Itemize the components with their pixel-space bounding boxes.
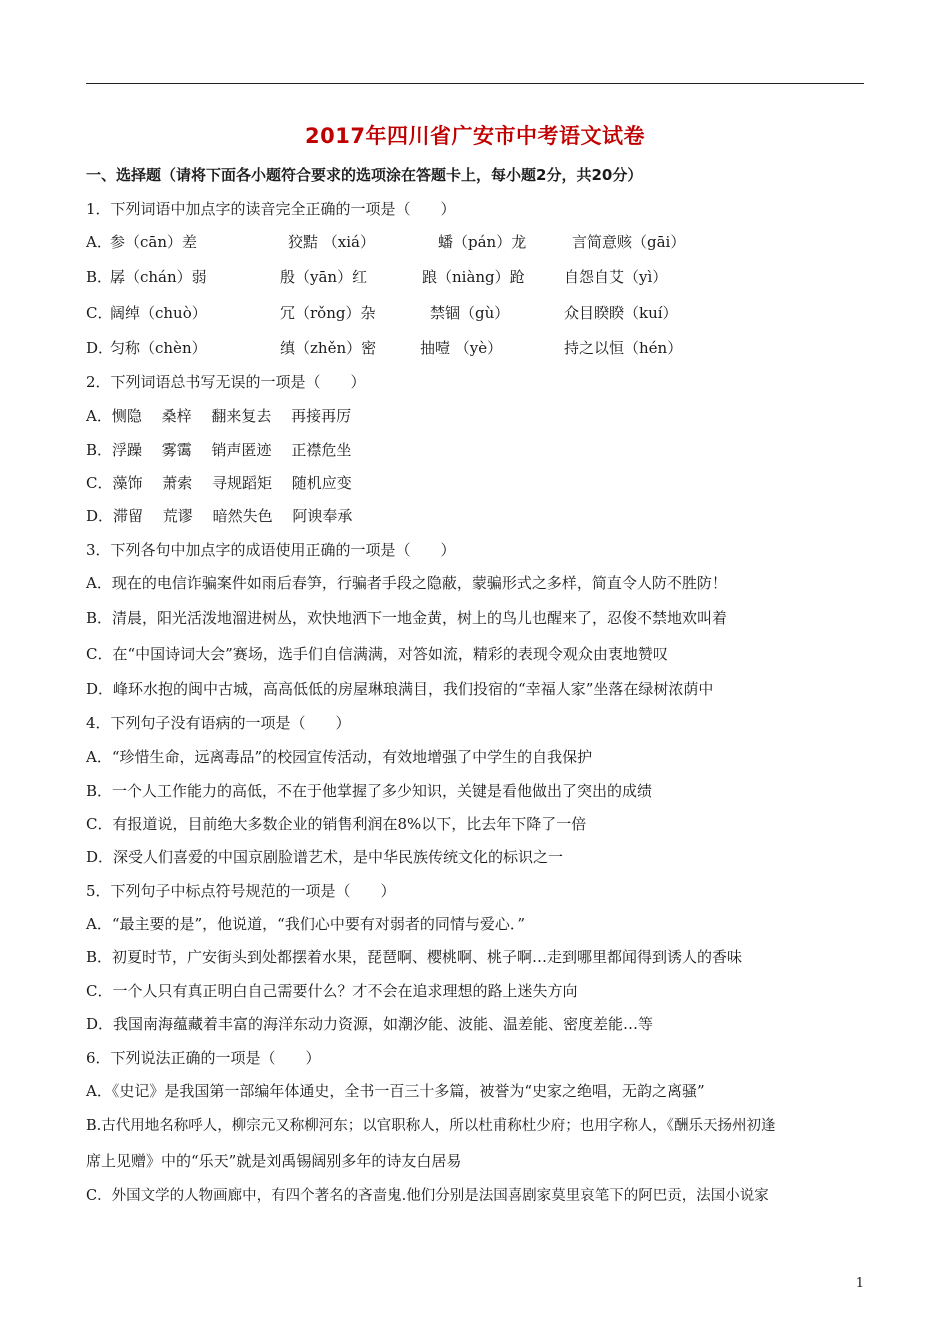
word-1: 参（cān）差 (110, 233, 198, 251)
q4-stem: 4．下列句子没有语病的一项是（ ） (86, 714, 351, 732)
q4-option-b: B．一个人工作能力的高低，不在于他掌握了多少知识，关键是看他做出了突出的成绩 (86, 782, 653, 800)
q3-option-c: C．在“中国诗词大会”赛场，选手们自信满满，对答如流，精彩的表现令观众由衷地赞叹 (86, 645, 668, 663)
page-number: 1 (855, 1276, 864, 1291)
q6-option-b-line1: B.古代用地名称呼人，柳宗元又称柳河东；以官职称人，所以杜甫称杜少府；也用字称人，《酬乐天扬州初逢 (86, 1118, 776, 1134)
word-3: 禁锢（gù） (430, 304, 510, 322)
q3-option-a: A．现在的电信诈骗案件如雨后春笋，行骗者手段之隐蔽，蒙骗形式之多样，简直令人防不胜防！ (86, 574, 727, 592)
word-2: 狡黠 （xiá） (288, 233, 375, 251)
q3-stem: 3．下列各句中加点字的成语使用正确的一项是（ ） (86, 541, 456, 559)
option-label: C． (86, 304, 113, 322)
q2-option-b: B．浮躁 雾霭 销声匿迹 正襟危坐 (86, 441, 352, 459)
word-4: 自怨自艾（yì） (564, 268, 668, 286)
q6-stem: 6．下列说法正确的一项是（ ） (86, 1049, 321, 1067)
q6-option-c: C．外国文学的人物画廊中，有四个著名的吝啬鬼.他们分别是法国喜剧家莫里哀笔下的阿巴贡，法国小说家 (86, 1188, 769, 1204)
q4-option-d: D．深受人们喜爱的中国京剧脸谱艺术，是中华民族传统文化的标识之一 (86, 848, 564, 866)
word-1: 匀称（chèn） (110, 339, 207, 357)
word-3: 踉（niàng）跄 (422, 268, 525, 286)
word-2: 缜（zhěn）密 (280, 339, 377, 357)
q3-option-b: B．清晨，阳光活泼地溜进树丛，欢快地洒下一地金黄，树上的鸟儿也醒来了，忍俊不禁地欢叫着 (86, 609, 728, 627)
word-1: 阔绰（chuò） (110, 304, 207, 322)
word-3: 抽噎 （yè） (420, 339, 503, 357)
q5-option-d: D．我国南海蕴藏着丰富的海洋东动力资源，如潮汐能、波能、温差能、密度差能…等 (86, 1015, 654, 1033)
q5-stem: 5．下列句子中标点符号规范的一项是（ ） (86, 882, 396, 900)
q5-option-b: B．初夏时节，广安街头到处都摆着水果，琵琶啊、樱桃啊、桃子啊…走到哪里都闻得到诱人的香味 (86, 948, 743, 966)
word-2: 殷（yān）红 (280, 268, 368, 286)
q5-option-c: C．一个人只有真正明白自己需要什么？才不会在追求理想的路上迷失方向 (86, 982, 578, 1000)
word-2: 冗（rǒng）杂 (280, 304, 376, 322)
q4-option-c: C．有报道说，目前绝大多数企业的销售利润在8%以下，比去年下降了一倍 (86, 815, 587, 833)
option-label: B． (86, 268, 113, 286)
header-rule (86, 83, 864, 84)
q6-option-a: A．《史记》是我国第一部编年体通史，全书一百三十多篇，被誉为“史家之绝唱，无韵之离骚” (86, 1082, 705, 1100)
q5-option-a: A．“最主要的是”，他说道，“我们心中要有对弱者的同情与爱心．” (86, 915, 526, 933)
word-3: 蟠（pán）龙 (438, 233, 527, 251)
exam-title: 2017年四川省广安市中考语文试卷 (305, 124, 645, 148)
option-label: A． (86, 233, 112, 251)
q4-option-a: A．“珍惜生命，远离毒品”的校园宣传活动，有效地增强了中学生的自我保护 (86, 748, 593, 766)
section-heading: 一、选择题（请将下面各小题符合要求的选项涂在答题卡上，每小题2分，共20分） (86, 166, 643, 184)
q3-option-d: D．峰环水抱的闽中古城，高高低低的房屋琳琅满目，我们投宿的“幸福人家”坐落在绿树浓荫中 (86, 680, 714, 698)
q1-stem: 1．下列词语中加点字的读音完全正确的一项是（ ） (86, 200, 456, 218)
q2-stem: 2．下列词语总书写无误的一项是（ ） (86, 373, 366, 391)
q2-option-a: A．恻隐 桑梓 翻来复去 再接再厉 (86, 407, 352, 425)
q6-option-b-line2: 席上见赠》中的“乐天”就是刘禹锡阔别多年的诗友白居易 (86, 1152, 462, 1170)
option-label: D． (86, 339, 114, 357)
word-1: 孱（chán）弱 (110, 268, 207, 286)
word-4: 众目睽睽（kuí） (564, 304, 678, 322)
q2-option-d: D．滞留 荒谬 暗然失色 阿谀奉承 (86, 507, 353, 525)
word-4: 持之以恒（hén） (564, 339, 683, 357)
q2-option-c: C．藻饰 萧索 寻规蹈矩 随机应变 (86, 474, 352, 492)
word-4: 言简意赅（gāi） (572, 233, 686, 251)
